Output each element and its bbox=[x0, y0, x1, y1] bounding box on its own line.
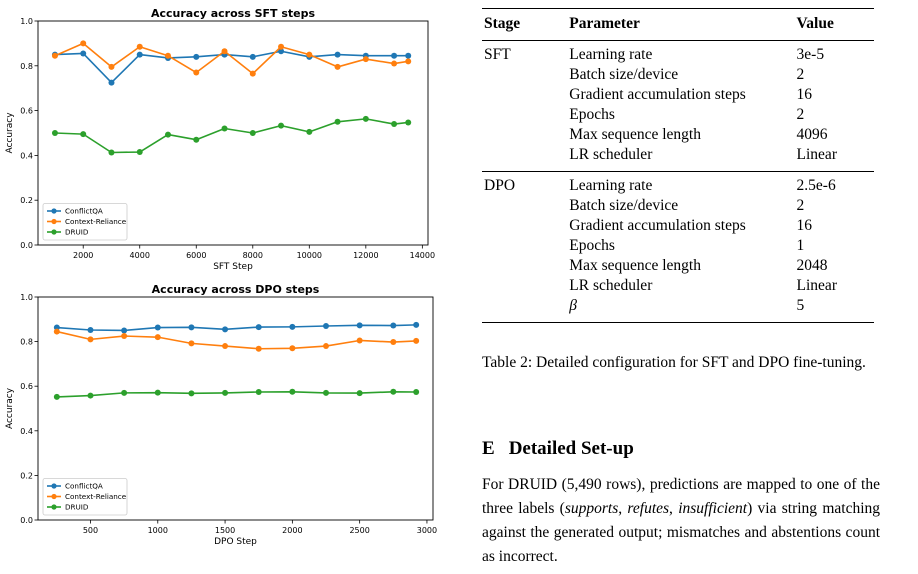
sft-data-point bbox=[306, 52, 312, 58]
sft-y-tick-label: 0.4 bbox=[20, 151, 33, 161]
sft-x-tick-label: 14000 bbox=[409, 251, 436, 260]
sft-data-point bbox=[52, 53, 58, 59]
sft-data-point bbox=[250, 71, 256, 77]
table-row bbox=[482, 145, 874, 172]
dpo-data-point bbox=[87, 393, 93, 399]
dpo-data-point bbox=[323, 323, 329, 329]
table-row bbox=[482, 256, 874, 276]
dpo-data-point bbox=[155, 334, 161, 340]
dpo-chart-svg bbox=[0, 280, 440, 574]
parameter-cell: Batch size/device bbox=[569, 197, 679, 214]
sft-legend-marker bbox=[51, 208, 56, 213]
header-parameter: Parameter bbox=[569, 9, 796, 41]
sft-data-point bbox=[108, 149, 114, 155]
parameter-cell: Epochs bbox=[569, 237, 615, 254]
value-cell: 5 bbox=[797, 296, 874, 323]
dpo-legend-marker bbox=[51, 494, 56, 499]
sft-x-axis-label: SFT Step bbox=[213, 262, 253, 272]
sft-data-point bbox=[335, 52, 341, 58]
dpo-data-point bbox=[121, 327, 127, 333]
sft-x-tick-label: 8000 bbox=[242, 251, 263, 260]
dpo-data-point bbox=[289, 345, 295, 351]
dpo-data-point bbox=[390, 389, 396, 395]
body-paragraph bbox=[482, 473, 880, 574]
dpo-data-point bbox=[390, 323, 396, 329]
dpo-data-point bbox=[413, 338, 419, 344]
value-cell: 2 bbox=[796, 197, 805, 214]
value-cell: 16 bbox=[796, 86, 813, 103]
dpo-legend-label: DRUID bbox=[65, 502, 89, 512]
value-cell: Linear bbox=[796, 146, 837, 163]
section-number: E bbox=[482, 438, 495, 459]
header-stage: Stage bbox=[482, 9, 569, 41]
parameter-cell: Learning rate bbox=[569, 46, 653, 63]
sft-data-point bbox=[108, 80, 114, 86]
sft-data-point bbox=[80, 131, 86, 137]
dpo-x-tick-label: 500 bbox=[82, 526, 99, 535]
dpo-x-tick-label: 2500 bbox=[349, 526, 370, 535]
paragraph-text: ) via string matching against the generated output; mismatches and abstentions count as incorrect. bbox=[482, 500, 880, 565]
paragraph-text: For DRUID (5,490 rows), predictions are mapped to one of the three labels ( bbox=[482, 476, 880, 517]
sft-y-tick-label: 0.2 bbox=[20, 196, 33, 206]
section-heading bbox=[482, 438, 634, 460]
sft-data-point bbox=[108, 64, 114, 70]
parameter-cell: Learning rate bbox=[569, 172, 796, 197]
table-header-row bbox=[482, 9, 874, 41]
stage-cell: SFT bbox=[484, 46, 511, 63]
sft-data-point bbox=[222, 126, 228, 132]
dpo-y-tick-label: 0.0 bbox=[20, 516, 33, 525]
sft-data-point bbox=[391, 53, 397, 59]
table-row bbox=[482, 125, 874, 145]
dpo-data-point bbox=[357, 390, 363, 396]
sft-legend-marker bbox=[51, 229, 56, 234]
dpo-x-axis-label: DPO Step bbox=[214, 537, 257, 547]
sft-data-point bbox=[405, 119, 411, 125]
dpo-data-point bbox=[222, 390, 228, 396]
sft-data-point bbox=[250, 54, 256, 60]
dpo-legend-marker bbox=[51, 483, 56, 488]
parameter-cell: Epochs bbox=[569, 106, 615, 123]
sft-y-axis-label: Accuracy bbox=[5, 112, 15, 154]
dpo-y-tick-label: 0.8 bbox=[20, 337, 33, 347]
parameter-cell: β bbox=[569, 296, 796, 323]
sft-x-tick-label: 12000 bbox=[353, 251, 379, 260]
dpo-y-tick-label: 0.4 bbox=[20, 426, 33, 436]
dpo-data-point bbox=[357, 337, 363, 343]
dpo-x-tick-label: 1500 bbox=[214, 526, 236, 535]
dpo-data-point bbox=[155, 390, 161, 396]
parameter-cell: Max sequence length bbox=[569, 257, 701, 274]
table-row bbox=[482, 196, 874, 216]
paragraph-sep: , bbox=[669, 500, 679, 517]
label-refutes: refutes bbox=[627, 500, 670, 517]
dpo-data-point bbox=[87, 327, 93, 333]
dpo-x-tick-label: 3000 bbox=[416, 526, 438, 535]
sft-legend-label: Context-Reliance bbox=[65, 217, 127, 227]
table-row bbox=[482, 105, 874, 125]
dpo-data-point bbox=[256, 389, 262, 395]
header-value: Value bbox=[797, 9, 874, 41]
sft-data-point bbox=[80, 40, 86, 46]
value-cell: Linear bbox=[796, 277, 837, 294]
sft-chart-svg bbox=[0, 0, 440, 280]
table-row bbox=[482, 41, 874, 66]
caption-text: Detailed configuration for SFT and DPO fine-tuning. bbox=[536, 354, 866, 371]
dpo-data-point bbox=[413, 389, 419, 395]
dpo-data-point bbox=[188, 324, 194, 330]
section-title: Detailed Set-up bbox=[508, 438, 634, 459]
table-caption bbox=[482, 352, 878, 374]
stage-cell: DPO bbox=[482, 172, 569, 197]
dpo-accuracy-chart bbox=[0, 280, 440, 574]
sft-legend-marker bbox=[51, 219, 56, 224]
sft-x-tick-label: 2000 bbox=[73, 251, 94, 260]
label-insufficient: insufficient bbox=[678, 500, 748, 517]
dpo-data-point bbox=[323, 390, 329, 396]
sft-x-tick-label: 6000 bbox=[186, 251, 207, 260]
sft-legend-label: DRUID bbox=[65, 227, 89, 237]
dpo-x-tick-label: 1000 bbox=[147, 526, 168, 535]
table-row bbox=[482, 276, 874, 296]
sft-data-point bbox=[335, 64, 341, 70]
value-cell: 2048 bbox=[796, 257, 828, 274]
sft-data-point bbox=[137, 44, 143, 50]
value-cell: 1 bbox=[796, 237, 805, 254]
sft-data-point bbox=[80, 50, 86, 56]
dpo-data-point bbox=[256, 346, 262, 352]
sft-title: Accuracy across SFT steps bbox=[150, 7, 316, 20]
dpo-data-point bbox=[87, 336, 93, 342]
dpo-data-point bbox=[289, 324, 295, 330]
sft-data-point bbox=[222, 48, 228, 54]
dpo-data-point bbox=[390, 339, 396, 345]
sft-data-point bbox=[193, 137, 199, 143]
parameter-cell: Max sequence length bbox=[569, 126, 701, 143]
sft-data-point bbox=[52, 130, 58, 136]
sft-data-point bbox=[137, 52, 143, 58]
sft-group bbox=[482, 41, 874, 172]
sft-y-tick-label: 0.0 bbox=[20, 241, 33, 250]
dpo-data-point bbox=[54, 329, 60, 335]
sft-data-point bbox=[278, 123, 284, 129]
table-row bbox=[482, 65, 874, 85]
dpo-data-point bbox=[222, 343, 228, 349]
dpo-data-point bbox=[121, 390, 127, 396]
config-table-grid bbox=[482, 8, 874, 323]
sft-data-point bbox=[405, 58, 411, 64]
dpo-data-point bbox=[188, 340, 194, 346]
parameter-cell: LR scheduler bbox=[569, 146, 653, 163]
dpo-data-point bbox=[155, 325, 161, 331]
sft-data-point bbox=[137, 149, 143, 155]
dpo-data-point bbox=[54, 394, 60, 400]
dpo-title: Accuracy across DPO steps bbox=[151, 283, 320, 296]
table-row bbox=[482, 236, 874, 256]
config-table bbox=[482, 8, 874, 323]
dpo-y-axis-label: Accuracy bbox=[5, 387, 15, 430]
value-cell: 3e-5 bbox=[796, 46, 825, 63]
sft-data-point bbox=[391, 121, 397, 127]
value-cell: 2 bbox=[796, 66, 805, 83]
dpo-legend-label: ConflictQA bbox=[65, 481, 103, 491]
sft-y-tick-label: 0.8 bbox=[20, 61, 33, 71]
table-row bbox=[482, 216, 874, 236]
label-supports: supports bbox=[564, 500, 619, 517]
dpo-y-tick-label: 0.6 bbox=[20, 382, 33, 392]
value-cell: 16 bbox=[796, 217, 813, 234]
table-row bbox=[482, 296, 874, 323]
sft-legend-label: ConflictQA bbox=[65, 206, 103, 216]
sft-x-tick-label: 4000 bbox=[129, 251, 150, 260]
dpo-data-point bbox=[357, 322, 363, 328]
dpo-data-point bbox=[121, 333, 127, 339]
dpo-x-tick-label: 2000 bbox=[282, 526, 303, 535]
sft-data-point bbox=[165, 132, 171, 138]
dpo-data-point bbox=[256, 324, 262, 330]
sft-data-point bbox=[306, 129, 312, 135]
sft-data-point bbox=[363, 56, 369, 62]
sft-y-tick-label: 1.0 bbox=[20, 17, 33, 26]
dpo-data-point bbox=[323, 343, 329, 349]
sft-data-point bbox=[278, 44, 284, 50]
caption-label: Table 2: bbox=[482, 354, 533, 371]
sft-y-tick-label: 0.6 bbox=[20, 106, 33, 116]
dpo-legend-label: Context-Reliance bbox=[65, 492, 127, 502]
sft-series-line-2 bbox=[55, 119, 408, 153]
sft-data-point bbox=[165, 53, 171, 59]
sft-data-point bbox=[405, 53, 411, 59]
parameter-cell: Batch size/device bbox=[569, 66, 679, 83]
sft-x-tick-label: 10000 bbox=[296, 251, 323, 260]
dpo-y-tick-label: 0.2 bbox=[20, 471, 33, 481]
parameter-cell: Gradient accumulation steps bbox=[569, 86, 746, 103]
table-row bbox=[482, 172, 874, 197]
sft-data-point bbox=[363, 116, 369, 122]
sft-accuracy-chart bbox=[0, 0, 440, 280]
sft-data-point bbox=[391, 61, 397, 67]
dpo-group bbox=[482, 172, 874, 323]
parameter-cell: Gradient accumulation steps bbox=[569, 217, 746, 234]
dpo-data-point bbox=[413, 322, 419, 328]
table-row bbox=[482, 85, 874, 105]
sft-data-point bbox=[335, 119, 341, 125]
dpo-y-tick-label: 1.0 bbox=[20, 293, 33, 302]
dpo-data-point bbox=[188, 390, 194, 396]
sft-series-line-1 bbox=[55, 43, 408, 73]
value-cell: 4096 bbox=[796, 126, 828, 143]
value-cell: 2.5e-6 bbox=[797, 172, 874, 197]
sft-data-point bbox=[193, 70, 199, 76]
dpo-legend-marker bbox=[51, 504, 56, 509]
sft-data-point bbox=[193, 54, 199, 60]
dpo-data-point bbox=[222, 326, 228, 332]
value-cell: 2 bbox=[796, 106, 805, 123]
paragraph-sep: , bbox=[618, 500, 628, 517]
dpo-data-point bbox=[289, 389, 295, 395]
sft-data-point bbox=[250, 130, 256, 136]
parameter-cell: LR scheduler bbox=[569, 277, 653, 294]
